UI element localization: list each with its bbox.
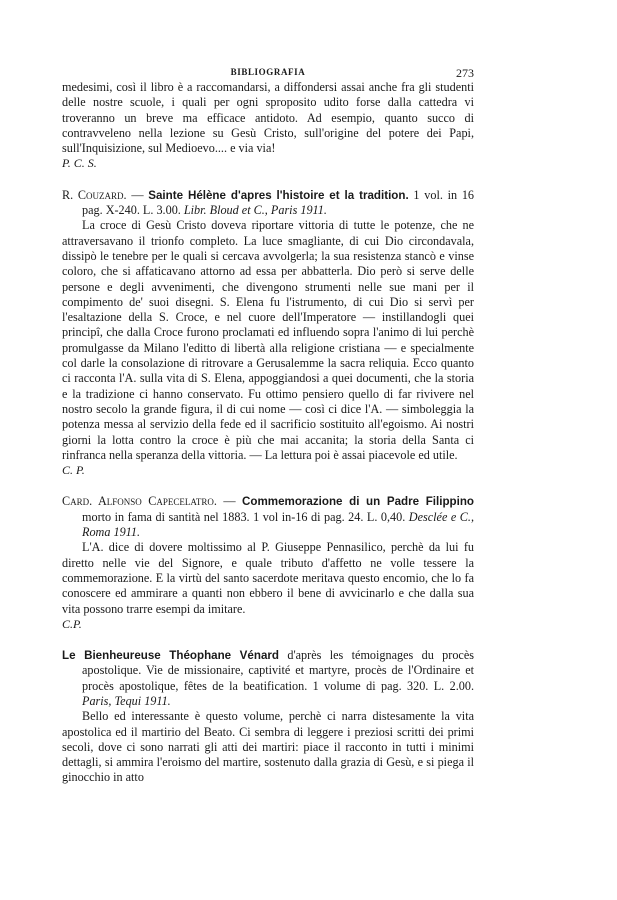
entry-publisher: Desclée e C., Roma 1911. bbox=[82, 509, 474, 540]
entry-signature: C.P. bbox=[62, 616, 82, 631]
entry-book-title: Le Bienheureuse Théophane Vénard bbox=[62, 649, 279, 663]
entry-book-title: Sainte Hélène d'apres l'histoire et la tradition. bbox=[148, 188, 409, 202]
entry-author: R. Couzard. bbox=[62, 187, 127, 202]
bibliography-entry-heading bbox=[62, 188, 474, 219]
page-number: 273 bbox=[456, 66, 474, 80]
entry-details: d'après les témoignages du procès apostolique. Vie de missionaire, captivité et martyre, procès de l'Ordinaire et procès apostolique, fêtes de la beatification. 1 volume di pag. 320. L. 2.00. bbox=[82, 648, 474, 693]
entry-signature: C. P. bbox=[62, 463, 85, 478]
bibliography-entry-heading bbox=[62, 494, 474, 540]
bibliography-entry-heading bbox=[62, 648, 474, 709]
running-header bbox=[62, 67, 474, 81]
body-text bbox=[62, 80, 474, 786]
section-title: BIBLIOGRAFIA bbox=[230, 67, 306, 77]
entry-author: Card. Alfonso Capecelatro. bbox=[62, 494, 217, 509]
entry-review: La croce di Gesù Cristo doveva riportare vittoria di tutte le potenze, che ne attraversavano il trionfo completo. La luce smagliante, di cui Dio circondavala, dissipò le tenebre per le quali si cercava avvolgerla; la sua resistenza stancò e vinse coloro, che si affaticavano attorno ad essa per abbatterla. Dio però si serve delle persone e degli avvenimenti, che divengono strumenti nelle sue mani per il compimento de' suoi disegni. S. Elena fu l'istrumento, di cui Dio si servì per l'esaltazione della S. Croce, e nel cuore dell'Imperatore — instillandogli quei principî, che dalla Croce furono proclamati ed influendo sopra l'animo di lui perchè promulgasse da Milano l'editto di libertà alla religione cristiana — e specialmente col darle la consolazione di ritrovare a Gerusalemme la sacra reliquia. Ecco quanto ci racconta l'A. sulla vita di S. Elena, appoggiandosi a quei documenti, che la storia e la tradizione ci hanno conservato. Fu ottimo pensiero quello di far rivivere nel nostro secolo la grande figura, il di cui nome — così ci dice l'A. — simboleggia la potenza messa al servizio della fede ed il sacrificio sostituito all'egoismo. Ai nostri giorni la lotta contro la croce è più che mai accanita; la storia della Santa ci rinfranca nella speranza della vittoria. — La lettura poi è assai piacevole ed utile. bbox=[62, 218, 474, 462]
intro-paragraph: medesimi, così il libro è a raccomandarsi, a diffondersi assai anche fra gli studenti delle nostre scuole, i quali per ogni sproposito udito forse dalla cattedra vi troveranno un breve ma efficace antidoto. Ad esempio, quanto succo di contravveleno nella lezione su Gesù Cristo, sull'origine del potere dei Papi, sull'Inquisizione, sul Medioevo.... e via via! bbox=[62, 80, 474, 156]
entry-details: morto in fama di santità nel 1883. 1 vol in-16 di pag. 24. L. 0,40. bbox=[82, 509, 409, 524]
entry-review: Bello ed interessante è questo volume, perchè ci narra distesamente la vita apostolica ed il martirio del Beato. Ci sembra di leggere i preziosi scritti dei primi secoli, dove ci sono narrati gli atti dei martiri: piace il racconto in tutti i minimi dettagli, si ammira l'eroismo del martire, sostenuto dalla grazia di Gesù, e si piega il ginocchio in atto bbox=[62, 709, 474, 785]
entry-book-title: Commemorazione di un Padre Filippino bbox=[242, 495, 474, 509]
entry-publisher: Libr. Bloud et C., Paris 1911. bbox=[183, 203, 327, 218]
entry-review: L'A. dice di dovere moltissimo al P. Giuseppe Pennasilico, perchè da lui fu diretto nelle vie del Signore, e quale tributo d'affetto ne volle tessere la commemorazione. E la virtù del santo sacerdote meritava questo encomio, che lo fa conoscere ed ammirare a quanti non ebbero il bene di avvicinarlo e che dalla sua vita possono trarre esempi da imitare. bbox=[62, 540, 474, 616]
intro-signature: P. C. S. bbox=[62, 156, 97, 171]
entry-publisher: Paris, Tequi 1911. bbox=[82, 693, 171, 708]
entry-dash: — bbox=[126, 187, 149, 202]
entry-details: 1 vol. in 16 pag. X-240. L. 3.00. bbox=[82, 187, 475, 218]
entry-dash: — bbox=[216, 494, 242, 509]
